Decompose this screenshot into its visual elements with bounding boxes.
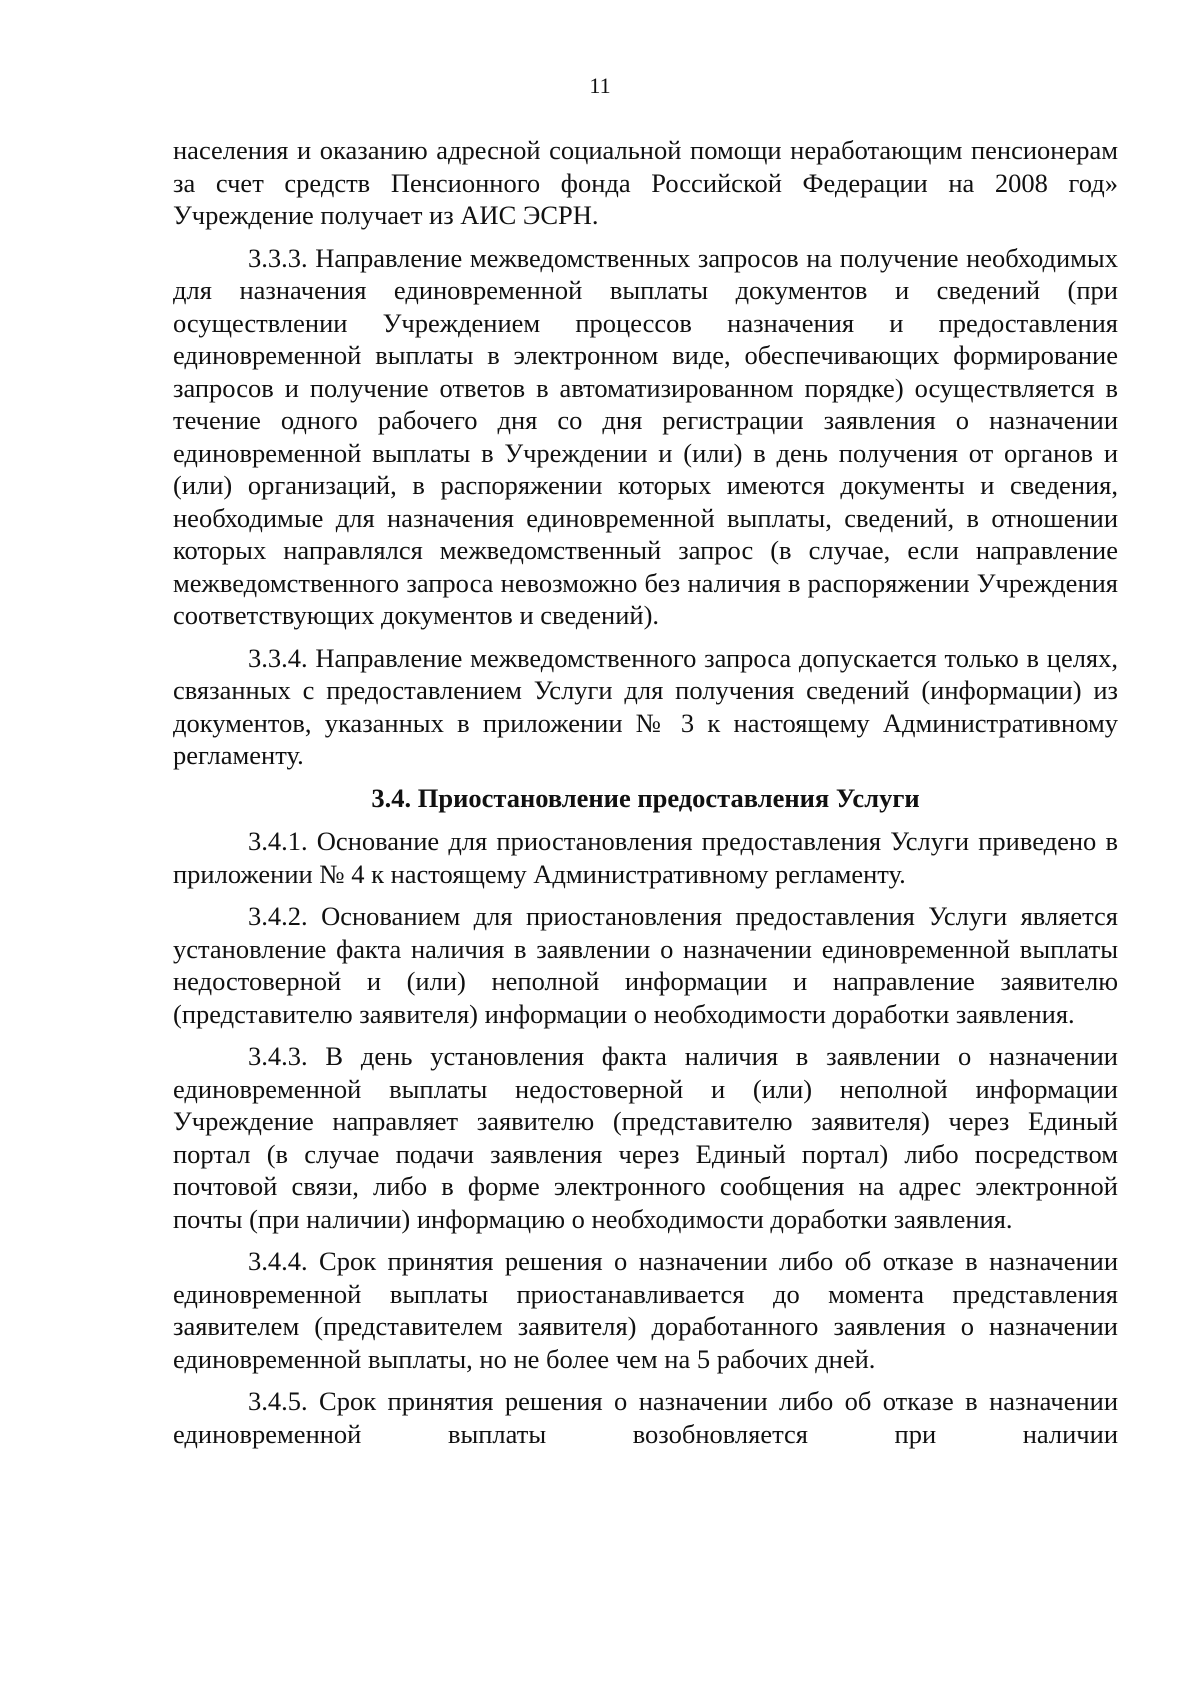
paragraph-3-4-1: 3.4.1. Основание для приостановления предоставления Услуги приведено в приложении № 4 к настоящему Административному регламенту.: [173, 826, 1118, 889]
section-heading: 3.4. Приостановление предоставления Услуги: [371, 782, 920, 813]
paragraph-3-4-3: 3.4.3. В день установления факта наличия в заявлении о назначении единовременной выплаты недостоверной и (или) неполной информации Учреждение направляет заявителю (представителю заявителя) через Единый портал (в случае подачи заявления через Единый портал) либо посредством почтовой связи, либо в форме электронного сообщения на адрес электронной почты (при наличии) информацию о необходимости доработки заявления.: [173, 1041, 1118, 1234]
paragraph-3-4-4: 3.4.4. Срок принятия решения о назначении либо об отказе в назначении единовременной выплаты приостанавливается до момента представления заявителем (представителем заявителя) доработанного заявления о назначении единовременной выплаты, но не более чем на 5 рабочих дней.: [173, 1246, 1118, 1374]
paragraph-3-4-5: 3.4.5. Срок принятия решения о назначении либо об отказе в назначении единовременной выплаты возобновляется при наличии: [173, 1386, 1118, 1449]
page-number: 11: [589, 73, 611, 98]
paragraph-3-4-2: 3.4.2. Основанием для приостановления предоставления Услуги является установление факта наличия в заявлении о назначении единовременной выплаты недостоверной и (или) неполной информации и направление заявителю (представителю заявителя) информации о необходимости доработки заявления.: [173, 901, 1118, 1029]
paragraph-3-3-3: 3.3.3. Направление межведомственных запросов на получение необходимых для назначения единовременной выплаты документов и сведений (при осуществлении Учреждением процессов назначения и предоставления единовременной выплаты в электронном виде, обеспечивающих формирование запросов и получение ответов в автоматизированном порядке) осуществляется в течение одного рабочего дня со дня регистрации заявления о назначении единовременной выплаты в Учреждении и (или) в день получения от органов и (или) организаций, в распоряжении которых имеются документы и сведения, необходимые для назначения единовременной выплаты, сведений, в отношении которых направлялся межведомственный запрос (в случае, если направление межведомственного запроса невозможно без наличия в распоряжении Учреждения соответствующих документов и сведений).: [173, 242, 1118, 630]
paragraph-continuation: населения и оказанию адресной социальной помощи неработающим пенсионерам за счет средств Пенсионного фонда Российской Федерации на 2008 год» Учреждение получает из АИС ЭСРН.: [173, 135, 1118, 230]
document-body: [173, 134, 1118, 1460]
paragraph-3-3-4: 3.3.4. Направление межведомственного запроса допускается только в целях, связанных с предоставлением Услуги для получения сведений (информации) из документов, указанных в приложении № 3 к настоящему Административному регламенту.: [173, 642, 1118, 770]
